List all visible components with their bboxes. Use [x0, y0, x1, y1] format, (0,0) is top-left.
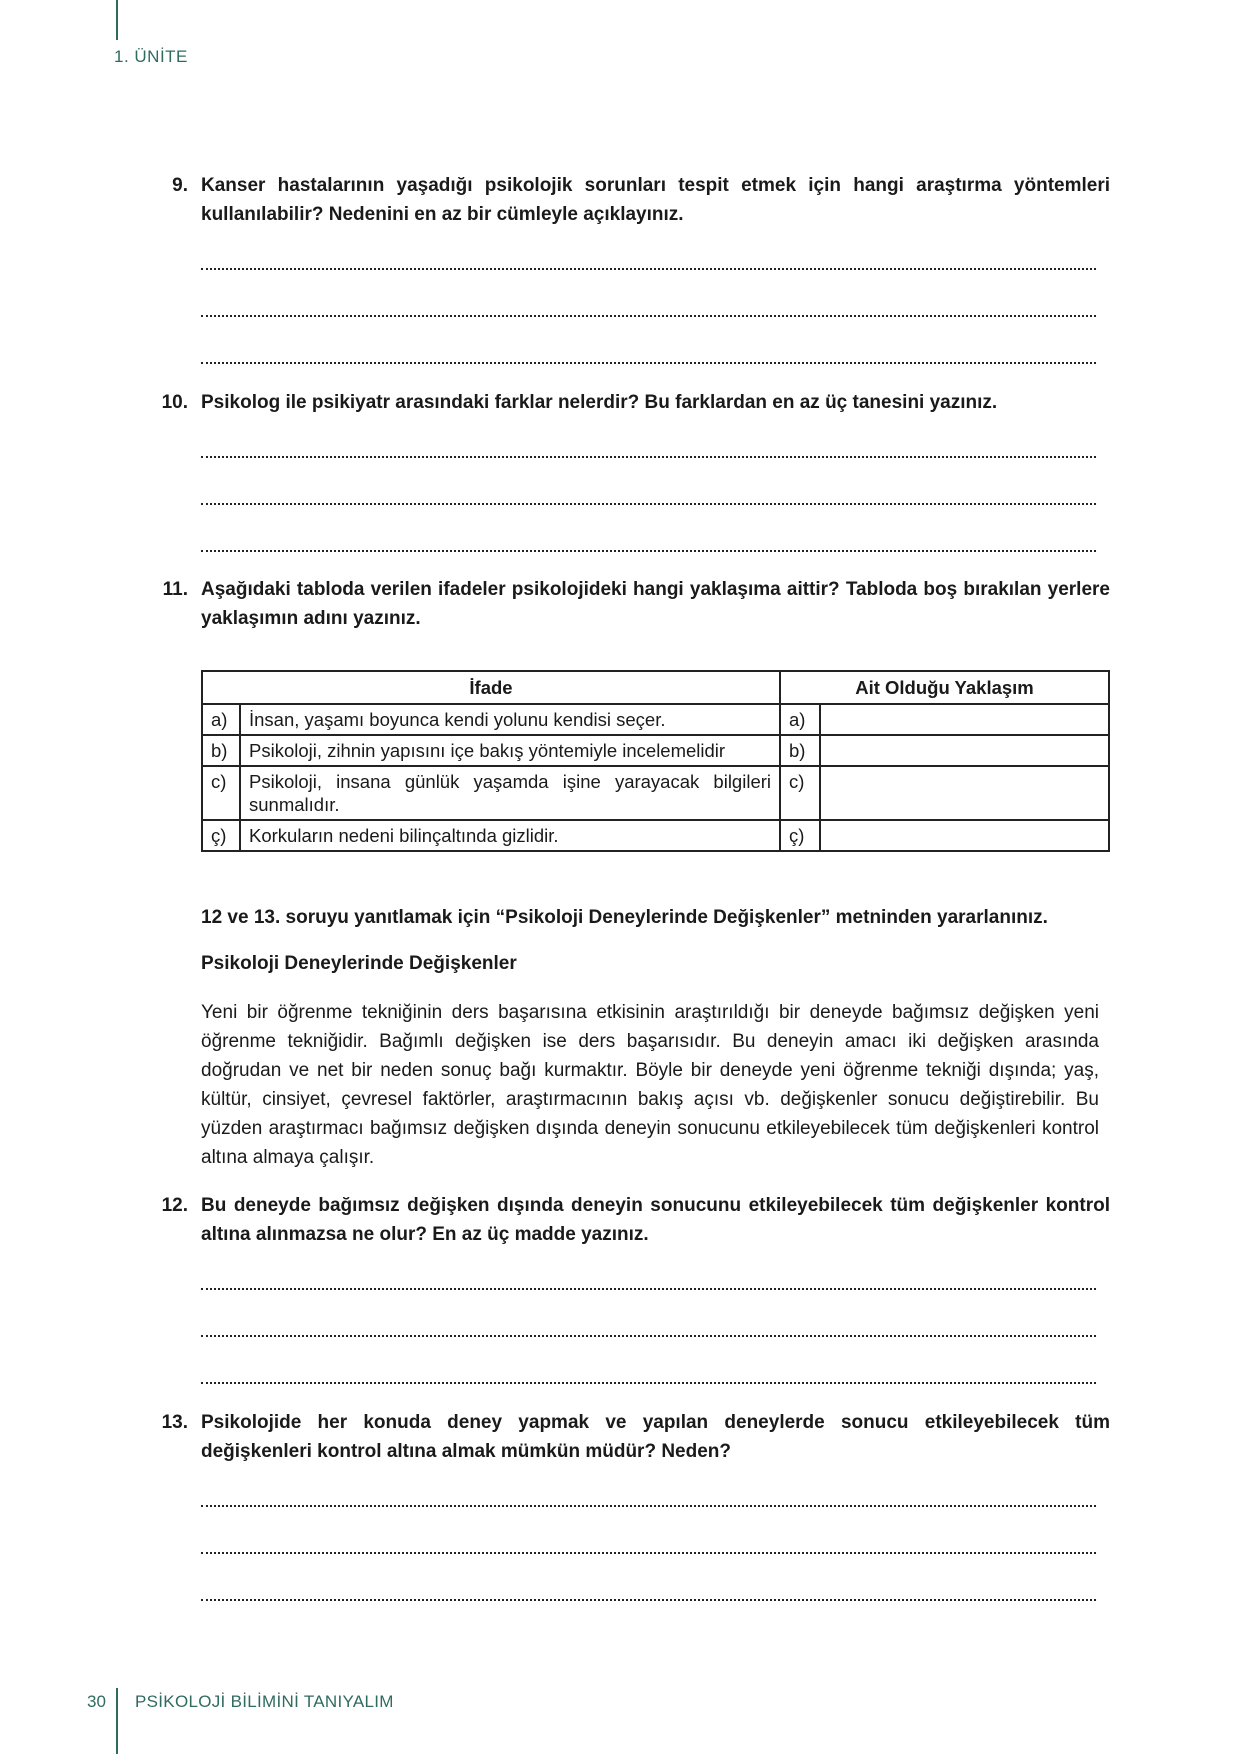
answer-line[interactable]: [201, 1382, 1096, 1384]
footer-rule: [116, 1688, 118, 1754]
question-10: [150, 388, 1110, 417]
question-text: Bu deneyde bağımsız değişken dışında deneyin sonucunu etkileyebilecek tüm değişkenler kontrol altına alınmazsa ne olur? En az üç madde yazınız.: [201, 1195, 1110, 1245]
row-statement: İnsan, yaşamı boyunca kendi yolunu kendisi seçer.: [240, 704, 780, 735]
question-text: Psikolojide her konuda deney yapmak ve yapılan deneylerde sonucu etkileyebilecek tüm değişkenleri kontrol altına almak mümkün müdür? Neden?: [201, 1412, 1110, 1462]
passage-title: Psikoloji Deneylerinde Değişkenler: [201, 953, 517, 974]
answer-cell[interactable]: [820, 820, 1109, 851]
table-header-row: [202, 671, 1109, 704]
question-11: [150, 575, 1110, 633]
answer-line[interactable]: [201, 1599, 1096, 1601]
row-letter: a): [202, 704, 240, 735]
approach-header: Ait Olduğu Yaklaşım: [780, 671, 1109, 704]
statement-header: İfade: [202, 671, 780, 704]
answer-line[interactable]: [201, 1288, 1096, 1290]
answer-line[interactable]: [201, 1505, 1096, 1507]
answer-line[interactable]: [201, 1335, 1096, 1337]
answer-line[interactable]: [201, 503, 1096, 505]
question-number: 13.: [161, 1412, 188, 1433]
book-title: PSİKOLOJİ BİLİMİNİ TANIYALIM: [135, 1692, 394, 1711]
approach-table: [201, 670, 1110, 852]
answer-line[interactable]: [201, 456, 1096, 458]
question-text: Kanser hastalarının yaşadığı psikolojik sorunları tespit etmek için hangi araştırma yöntemleri kullanılabilir? Nedenini en az bir cümleyle açıklayınız.: [201, 175, 1110, 225]
page-number: 30: [87, 1692, 106, 1711]
row-statement: Korkuların nedeni bilinçaltında gizlidir.: [240, 820, 780, 851]
question-number: 9.: [172, 175, 188, 196]
passage-body: Yeni bir öğrenme tekniğinin ders başarısına etkisinin araştırıldığı bir deneyde bağımsız değişken yeni öğrenme tekniğidir. Bağımlı değişken ise ders başarısıdır. Bu deneyin amacı iki değişken arasında doğrudan ve net bir neden sonuç bağı kurmaktır. Böyle bir deneyde yeni öğrenme tekniği dışında; yaş, kültür, cinsiyet, çevresel faktörler, araştırmacının bakış açısı vb. değişkenler sonucu değiştirebilir. Bu yüzden araştırmacı bağımsız değişken dışında deneyin sonucunu etkileyebilecek tüm değişkenleri kontrol altına almaya çalışır.: [201, 1002, 1099, 1168]
question-number: 10.: [161, 392, 188, 413]
answer-letter: ç): [780, 820, 820, 851]
unit-label: 1. ÜNİTE: [114, 47, 188, 66]
question-12: [150, 1191, 1110, 1249]
row-letter: ç): [202, 820, 240, 851]
answer-line[interactable]: [201, 315, 1096, 317]
answer-line[interactable]: [201, 268, 1096, 270]
header-rule: [116, 0, 118, 40]
question-number: 11.: [162, 579, 188, 600]
row-statement: Psikoloji, insana günlük yaşamda işine yarayacak bilgileri sunmalıdır.: [240, 766, 780, 820]
table-row: [202, 766, 1109, 820]
row-statement: Psikoloji, zihnin yapısını içe bakış yöntemiyle incelemelidir: [240, 735, 780, 766]
row-letter: b): [202, 735, 240, 766]
answer-line[interactable]: [201, 1552, 1096, 1554]
question-number: 12.: [161, 1195, 188, 1216]
answer-letter: c): [780, 766, 820, 820]
question-text: Psikolog ile psikiyatr arasındaki farklar nelerdir? Bu farklardan en az üç tanesini yazınız.: [201, 392, 998, 413]
row-letter: c): [202, 766, 240, 820]
table-row: [202, 735, 1109, 766]
answer-cell[interactable]: [820, 766, 1109, 820]
table-row: [202, 820, 1109, 851]
answer-cell[interactable]: [820, 735, 1109, 766]
question-9: [150, 171, 1110, 229]
answer-cell[interactable]: [820, 704, 1109, 735]
passage-intro: 12 ve 13. soruyu yanıtlamak için “Psikoloji Deneylerinde Değişkenler” metninden yararlanınız.: [201, 907, 1048, 928]
answer-line[interactable]: [201, 550, 1096, 552]
answer-letter: a): [780, 704, 820, 735]
answer-line[interactable]: [201, 362, 1096, 364]
question-text: Aşağıdaki tabloda verilen ifadeler psikolojideki hangi yaklaşıma aittir? Tabloda boş bırakılan yerlere yaklaşımın adını yazınız.: [201, 579, 1110, 629]
question-13: [150, 1408, 1110, 1466]
table-row: [202, 704, 1109, 735]
answer-letter: b): [780, 735, 820, 766]
